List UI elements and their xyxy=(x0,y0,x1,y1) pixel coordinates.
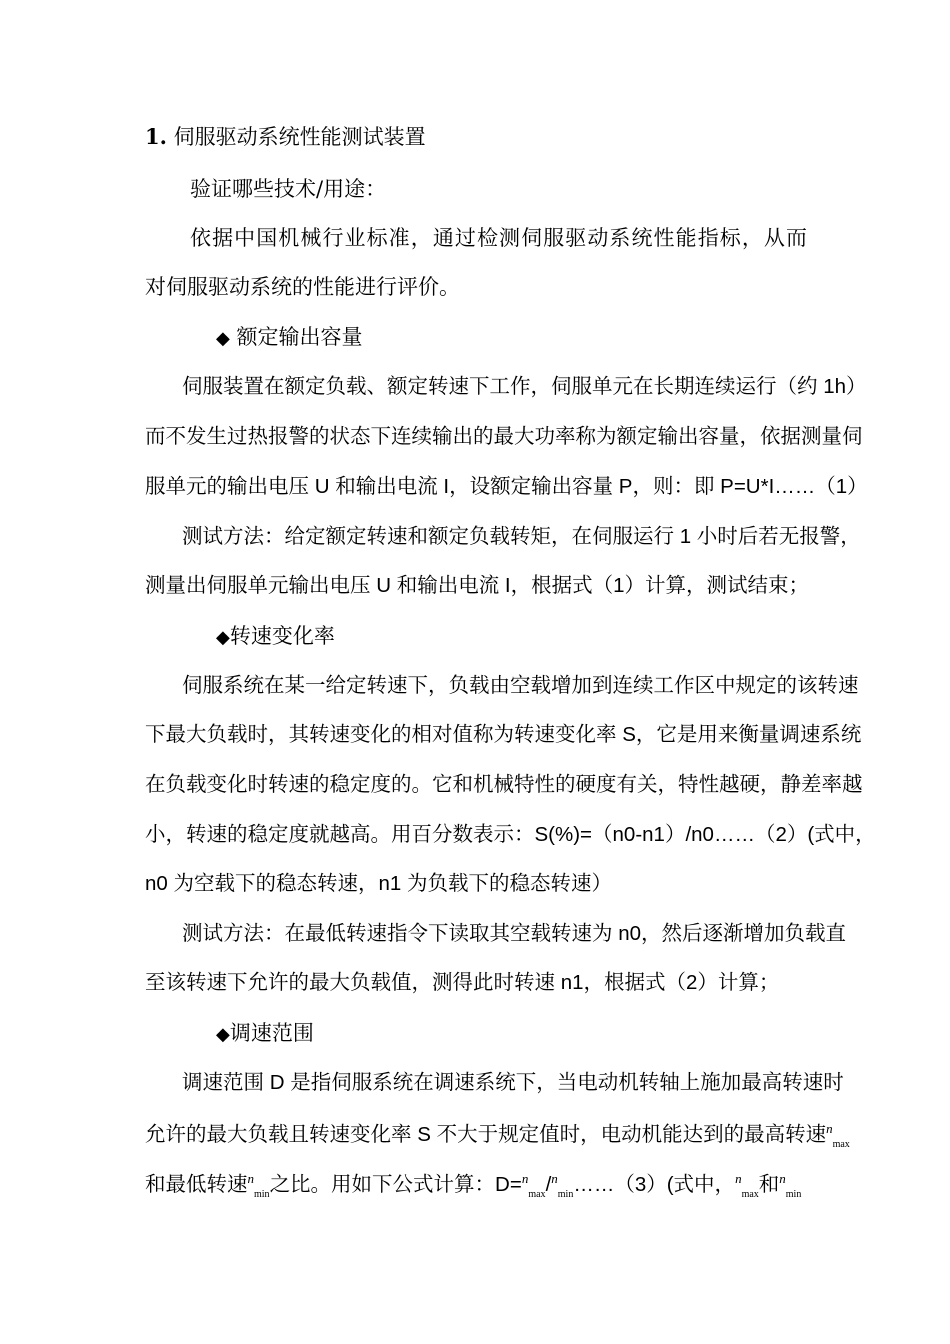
variable-n: n xyxy=(247,1171,254,1186)
paragraph-line: 在负载变化时转速的稳定度的。它和机械特性的硬度有关，特性越硬，静差率越 xyxy=(145,773,863,796)
subscript-max: max xyxy=(741,1189,759,1200)
paragraph-line: 伺服装置在额定负载、额定转速下工作，伺服单元在长期连续运行（约 1h） xyxy=(182,375,867,398)
test-method-line: 测量出伺服单元输出电压 U 和输出电流 I，根据式（1）计算，测试结束； xyxy=(145,574,809,597)
purpose-text-line-1: 依据中国机械行业标准，通过检测伺服驱动系统性能指标，从而 xyxy=(190,226,807,250)
text-segment: 和最低转速 xyxy=(145,1173,248,1196)
diamond-bullet-icon: ◆ xyxy=(216,328,230,349)
slash: / xyxy=(545,1173,552,1196)
test-method-line: 测试方法：在最低转速指令下读取其空载转速为 n0，然后逐渐增加负载直 xyxy=(182,922,846,945)
text-segment: 之比。用如下公式计算：D= xyxy=(269,1173,522,1196)
variable-n: n xyxy=(826,1121,833,1136)
test-method-line: 测试方法：给定额定转速和额定负载转矩，在伺服运行 1 小时后若无报警， xyxy=(182,525,861,548)
subscript-min: min xyxy=(785,1189,802,1200)
section-heading xyxy=(145,124,426,150)
diamond-bullet-icon: ◆ xyxy=(216,627,230,648)
subheading-title: 转速变化率 xyxy=(229,624,335,648)
paragraph-line: 下最大负载时，其转速变化的相对值称为转速变化率 S，它是用来衡量调速系统 xyxy=(145,723,862,746)
text-segment: ……（3）(式中， xyxy=(573,1173,736,1196)
variable-n: n xyxy=(551,1171,558,1186)
subheading-rated-capacity xyxy=(216,324,363,352)
paragraph-line xyxy=(145,1122,850,1152)
paragraph-line: 而不发生过热报警的状态下连续输出的最大功率称为额定输出容量，依据测量伺 xyxy=(145,425,863,448)
variable-n: n xyxy=(521,1171,529,1186)
subscript-max: max xyxy=(528,1189,546,1200)
heading-title: 伺服驱动系统性能测试装置 xyxy=(173,125,426,149)
paragraph-line: 伺服系统在某一给定转速下，负载由空载增加到连续工作区中规定的该转速 xyxy=(182,674,859,697)
subscript-max: max xyxy=(832,1139,850,1150)
paragraph-line: 服单元的输出电压 U 和输出电流 I，设额定输出容量 P，则：即 P=U*I……（1） xyxy=(145,475,868,498)
subheading-title: 额定输出容量 xyxy=(236,325,363,349)
paragraph-line: n0 为空载下的稳态转速，n1 为负载下的稳态转速） xyxy=(145,872,612,895)
paragraph-line xyxy=(145,1172,801,1202)
variable-n: n xyxy=(735,1171,742,1186)
subscript-min: min xyxy=(557,1189,574,1200)
heading-number: 1. xyxy=(145,124,167,149)
diamond-bullet-icon: ◆ xyxy=(216,1024,230,1045)
purpose-label: 验证哪些技术/用途： xyxy=(190,177,387,201)
subheading-title: 调速范围 xyxy=(229,1021,314,1045)
subscript-min: min xyxy=(254,1189,270,1200)
subheading-speed-change xyxy=(216,623,335,651)
paragraph-line: 小，转速的稳定度就越高。用百分数表示：S(%)=（n0-n1）/n0……（2）(式中， xyxy=(145,823,876,846)
subheading-speed-range xyxy=(216,1020,314,1048)
purpose-text-line-2: 对伺服驱动系统的性能进行评价。 xyxy=(145,275,460,299)
text-segment: 和 xyxy=(758,1173,780,1196)
variable-n: n xyxy=(779,1171,786,1186)
paragraph-line: 调速范围 D 是指伺服系统在调速系统下，当电动机转轴上施加最高转速时 xyxy=(182,1071,844,1094)
text-segment: 允许的最大负载且转速变化率 S 不大于规定值时，电动机能达到的最高转速 xyxy=(145,1123,827,1146)
test-method-line: 至该转速下允许的最大负载值，测得此时转速 n1，根据式（2）计算； xyxy=(145,971,780,994)
